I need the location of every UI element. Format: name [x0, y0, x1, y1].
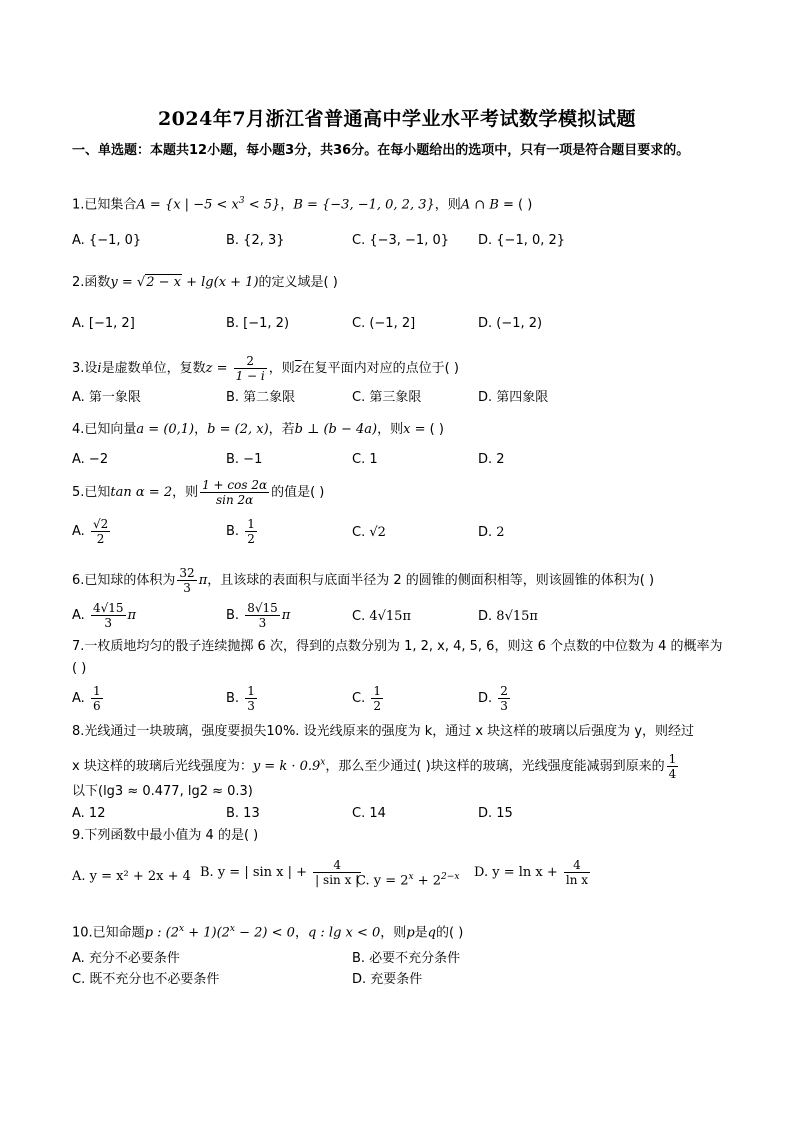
q6-option-d[interactable]: D. 8√15π [478, 609, 538, 624]
question-10-stem: 10.已知命题p : $(2^x + 1)(2^x - 2) < 0$，q : lg x < 0，则p是q的( ) [72, 924, 464, 941]
question-8-stem-cont: x 块这样的玻璃后光线强度为：$y = k \cdot 0.9^x$，那么至少通过( )块这样的玻璃，光线强度能减弱到原来的 $\frac{1}{4}$ [72, 752, 677, 781]
q4-option-d[interactable]: D. 2 [478, 452, 505, 467]
q7-option-d[interactable]: D. $\frac{2}{3}$ [478, 684, 508, 713]
q4-option-c[interactable]: C. 1 [352, 452, 378, 467]
q3-option-c[interactable]: C. 第三象限 [352, 390, 422, 405]
q4-option-b[interactable]: B. −1 [226, 452, 263, 467]
q3-option-d[interactable]: D. 第四象限 [478, 390, 549, 405]
q3-option-b[interactable]: B. 第二象限 [226, 390, 296, 405]
q6-option-c[interactable]: C. 4√15π [352, 609, 411, 624]
question-1-stem: 1.已知集合A = {x | $-5 < x^3 < 5$}，B = {−3, −1, 0, 2, 3}，则A ∩ B = ( ) [72, 196, 533, 213]
q1-option-d[interactable]: D. {−1, 0, 2} [478, 233, 566, 248]
question-9-stem: 9.下列函数中最小值为 4 的是( ) [72, 828, 259, 843]
question-2-stem: 2.函数y = √2 − x + lg(x + 1)的定义域是( ) [72, 275, 338, 290]
q7-option-c[interactable]: C. $\frac{1}{2}$ [352, 684, 381, 713]
section-heading: 一、单选题：本题共12小题，每小题3分，共36分。在每小题给出的选项中，只有一项是符合题目要求的。 [72, 143, 690, 158]
q2-option-b[interactable]: B. [−1, 2) [226, 316, 290, 331]
q9-option-c[interactable]: C. $y = 2^x + 2^{2-x}$ [356, 872, 460, 889]
q5-option-d[interactable]: D. 2 [478, 525, 505, 540]
q8-option-b[interactable]: B. 13 [226, 806, 260, 821]
q10-option-c[interactable]: C. 既不充分也不必要条件 [72, 972, 220, 987]
question-7-stem: 7.一枚质地均匀的骰子连续抛掷 6 次，得到的点数分别为 1, 2, x, 4, 5, 6，则这 6 个点数的中位数为 4 的概率为 [72, 639, 723, 654]
q6-option-b[interactable]: B. $\frac{8√15}{3}$ π [226, 601, 291, 630]
q2-option-a[interactable]: A. [−1, 2] [72, 316, 135, 331]
q3-option-a[interactable]: A. 第一象限 [72, 390, 141, 405]
question-8-stem: 8.光线通过一块玻璃，强度要损失10%. 设光线原来的强度为 k，通过 x 块这样的玻璃以后强度为 y，则经过 [72, 724, 695, 739]
q5-option-a[interactable]: A. $\frac{√2}{2}$ [72, 517, 109, 546]
q9-option-a[interactable]: A. y = x² + 2x + 4 [72, 869, 191, 884]
q8-option-c[interactable]: C. 14 [352, 806, 386, 821]
q10-option-b[interactable]: B. 必要不充分条件 [352, 951, 461, 966]
q2-option-d[interactable]: D. (−1, 2) [478, 316, 543, 331]
q10-option-d[interactable]: D. 充要条件 [352, 972, 423, 987]
q7-option-a[interactable]: A. $\frac{1}{6}$ [72, 684, 101, 713]
q5-option-c[interactable]: C. √2 [352, 525, 386, 540]
question-3-stem: 3.设i是虚数单位，复数z = $\frac{2}{1 - i}$ ，则$\overline{z}$在复平面内对应的点位于( ) [72, 354, 459, 383]
q9-option-b[interactable]: B. y = | sin x | + $\frac{4}{\text{| sin x |}}$ [200, 858, 360, 887]
question-5-stem: 5.已知tan α = 2，则 $\frac{1 + \cos 2\alpha}{\sin 2\alpha}$ 的值是( ) [72, 478, 325, 507]
q8-option-d[interactable]: D. 15 [478, 806, 513, 821]
question-6-stem: 6.已知球的体积为 $\frac{32}{3}$ π，且该球的表面积与底面半径为 2 的圆锥的侧面积相等，则该圆锥的体积为( ) [72, 566, 655, 595]
q1-option-b[interactable]: B. {2, 3} [226, 233, 285, 248]
q1-option-a[interactable]: A. {−1, 0} [72, 233, 142, 248]
q5-option-b[interactable]: B. $\frac{1}{2}$ [226, 517, 255, 546]
question-7-stem-cont: ( ) [72, 661, 87, 676]
q10-option-a[interactable]: A. 充分不必要条件 [72, 951, 180, 966]
page-title: 2024年7月浙江省普通高中学业水平考试数学模拟试题 [157, 108, 637, 130]
q2-option-c[interactable]: C. (−1, 2] [352, 316, 416, 331]
q4-option-a[interactable]: A. −2 [72, 452, 109, 467]
q9-option-d[interactable]: D. y = ln x + $\frac{4}{\text{ln x}}$ [474, 858, 589, 887]
q7-option-b[interactable]: B. $\frac{1}{3}$ [226, 684, 255, 713]
q6-option-a[interactable]: A. $\frac{4√15}{3}$ π [72, 601, 137, 630]
question-8-stem-note: 以下(lg3 ≈ 0.477, lg2 ≈ 0.3) [72, 784, 253, 799]
question-4-stem: 4.已知向量a = (0,1)，b = (2, x)，若b ⊥ (b − 4a)，则x = ( ) [72, 422, 444, 437]
q1-option-c[interactable]: C. {−3, −1, 0} [352, 233, 450, 248]
q8-option-a[interactable]: A. 12 [72, 806, 106, 821]
